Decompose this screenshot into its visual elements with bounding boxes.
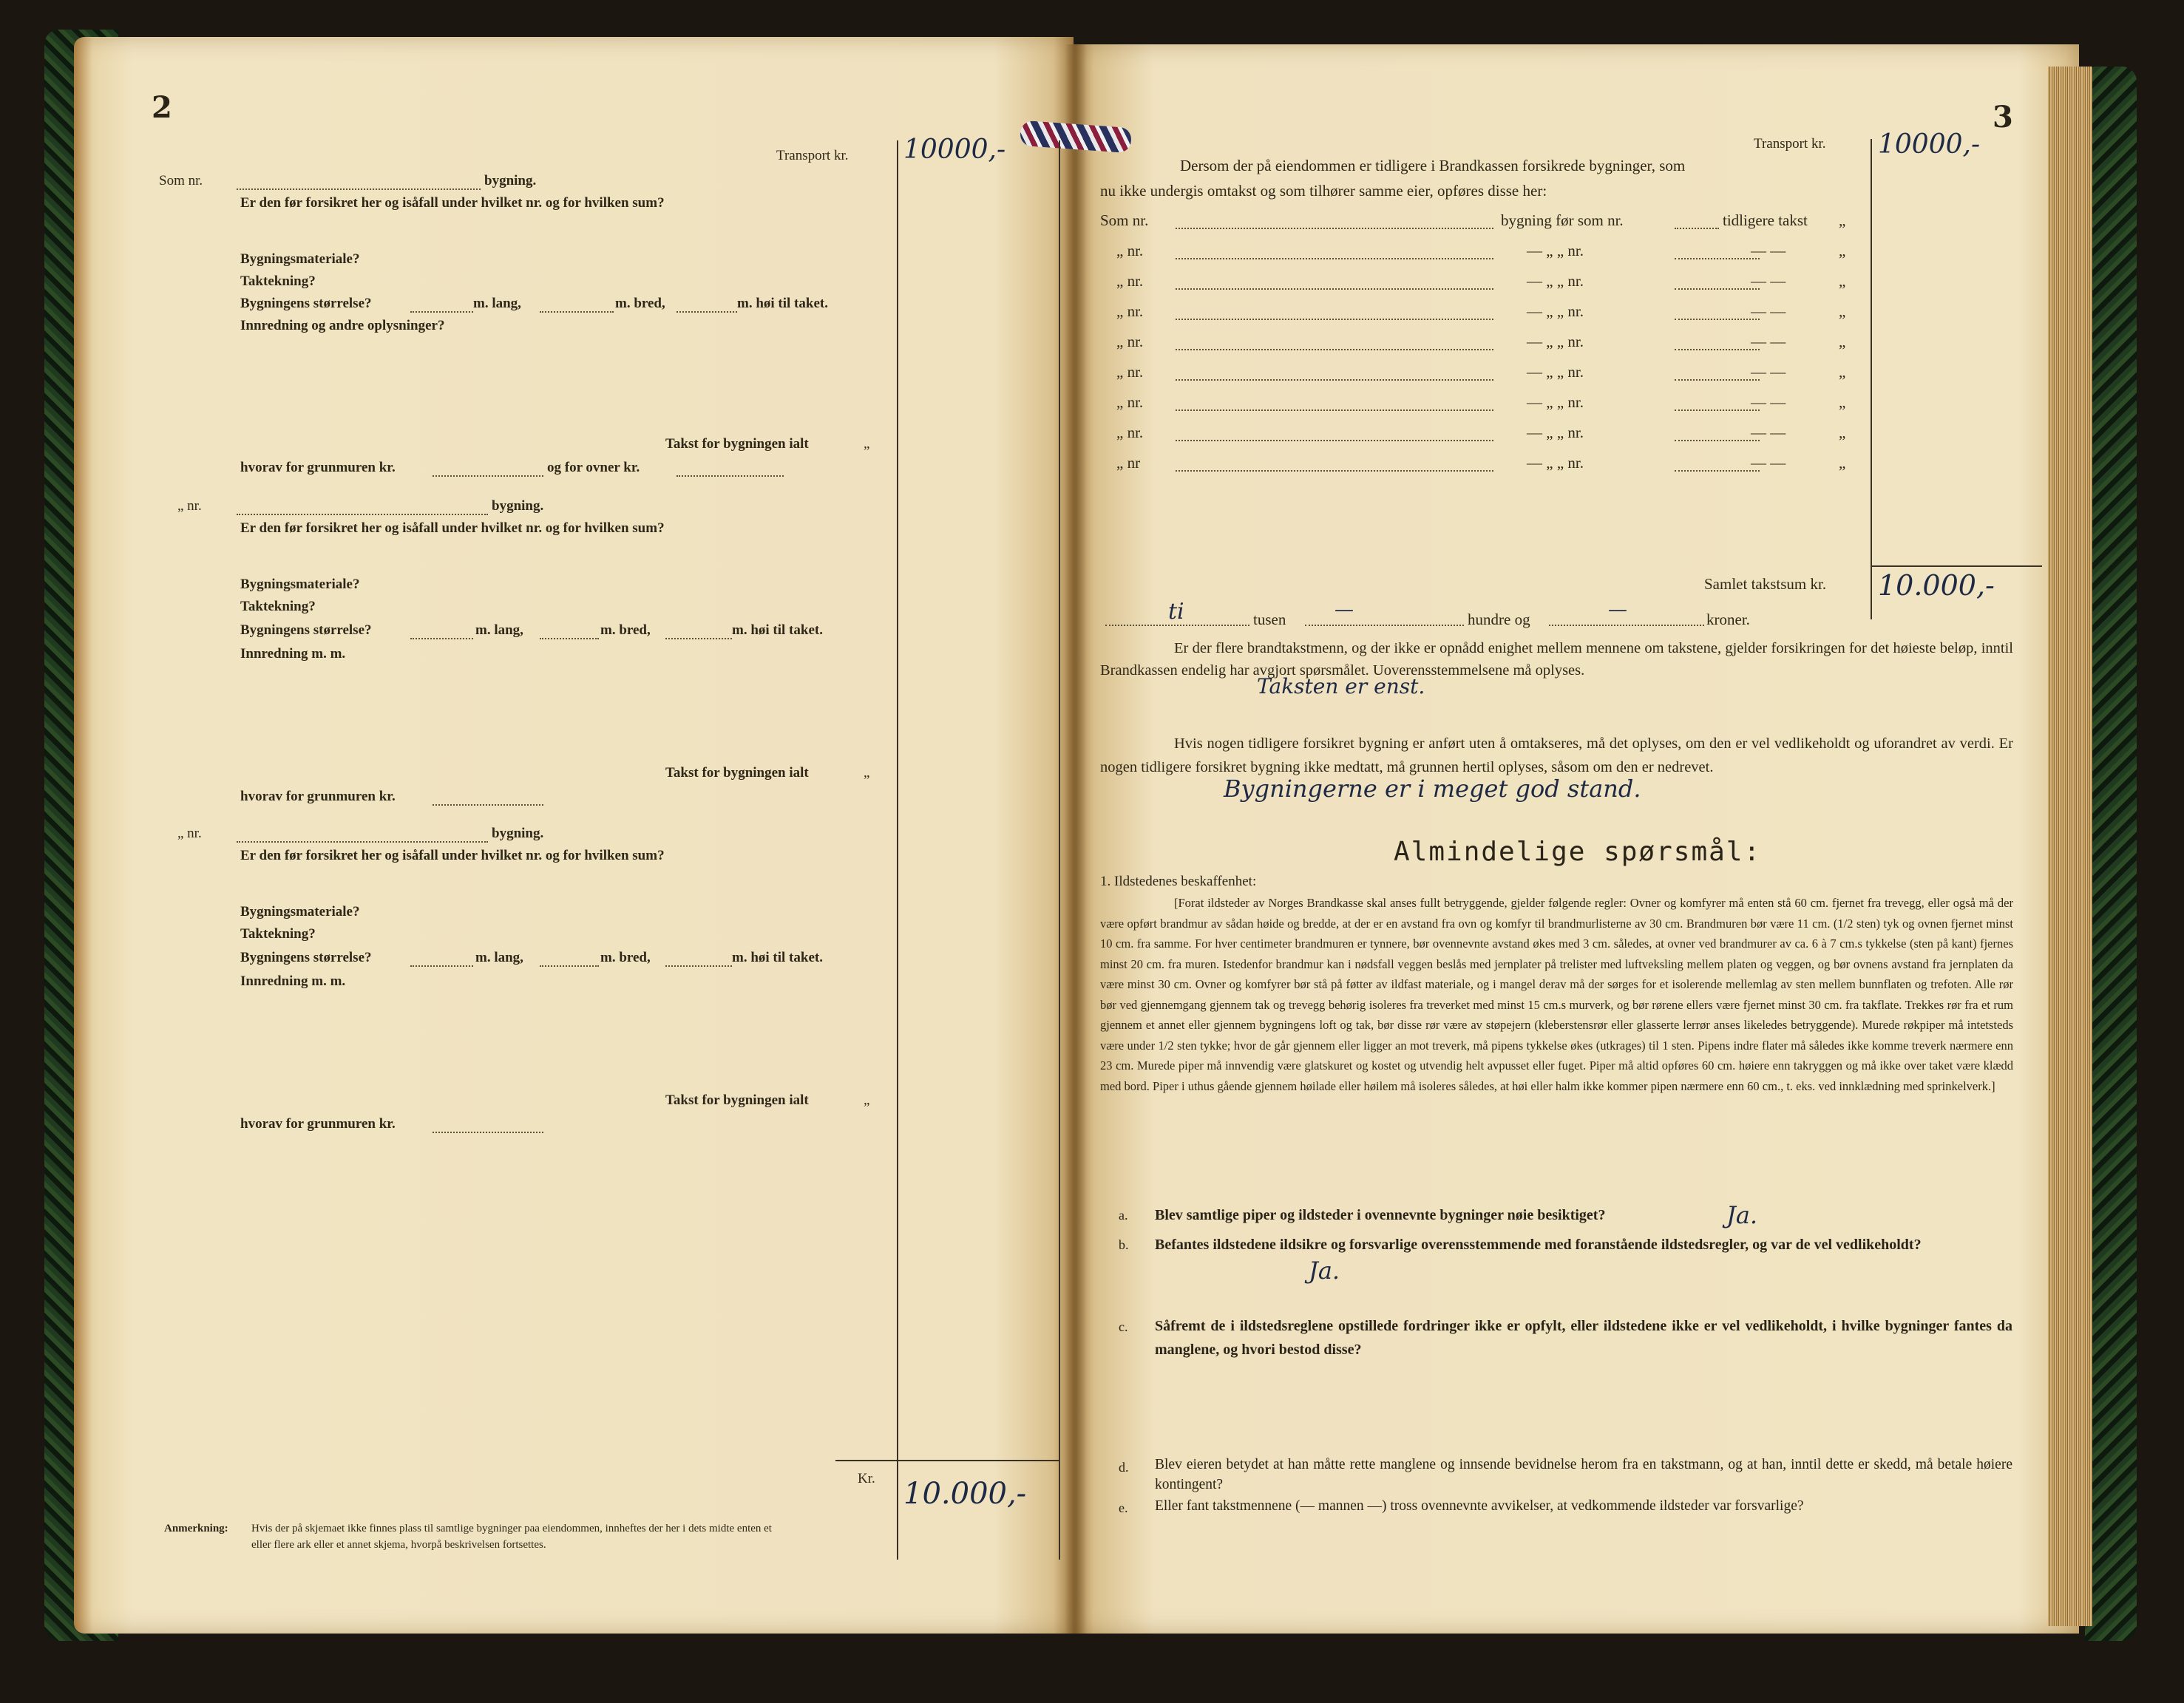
prior-row-9-nr-line [1176,470,1493,472]
prior-row-8-before-line [1675,440,1760,441]
prior-row-9-label: „ nr [1116,454,1141,472]
prior-row-1-takst: tidligere takst [1723,211,1808,229]
prior-row-4-nr-line [1176,319,1493,320]
prior-row-1-before-line [1675,228,1719,229]
s1-wid-line [540,311,614,313]
s1-size-label: Bygningens størrelse? [240,296,372,311]
s3-takst-mark: „ [864,1092,870,1108]
s2-nr-line [237,514,488,515]
s1-material: Bygningsmateriale? [240,251,360,267]
s1-len-line [410,311,473,313]
s3-grunnmur-line [433,1132,543,1133]
samlet-value: 10.000,- [1878,569,1995,602]
right-total-rule [1871,565,2042,567]
prior-row-3-before: — „ „ nr. [1527,272,1584,290]
s1-roof: Taktekning? [240,273,316,289]
left-kr-label: Kr. [858,1471,875,1486]
s3-interior: Innredning m. m. [240,973,346,989]
s3-wid-line [540,965,599,967]
prior-row-2-nr-line [1176,258,1493,259]
s3-hoi: m. høi til taket. [732,950,823,965]
prior-row-5-mark: „ [1839,333,1846,350]
s2-prior-question: Er den før forsikret her og isåfall under hvilket nr. og for hvilken sum? [240,520,665,536]
qc-label: c. [1119,1319,1128,1334]
s1-prior-question: Er den før forsikret her og isåfall under hvilket nr. og for hvilken sum? [240,195,665,211]
s2-takst-mark: „ [864,765,870,781]
prior-row-2-mark: „ [1839,242,1846,259]
s3-nr: „ nr. [177,826,202,841]
s1-grunnmur-line [433,475,543,477]
prior-row-9-before-line [1675,470,1760,472]
s1-bred: m. bred, [615,296,665,311]
s3-takst: Takst for bygningen ialt [665,1092,809,1108]
qa-text: Blev samtlige piper og ildsteder i ovennevnte bygninger nøie besiktiget? [1155,1207,1606,1223]
prior-row-5-label: „ nr. [1116,333,1144,350]
words-dash-2: — [1608,599,1627,621]
prior-row-5-before-line [1675,349,1760,350]
s3-hvorav: hvorav for grunmuren kr. [240,1116,396,1132]
s3-material: Bygningsmateriale? [240,904,360,920]
right-transport-value: 10000,- [1878,129,1981,160]
qa-hand: Ja. [1726,1201,1758,1229]
s2-roof: Taktekning? [240,599,316,614]
s1-takst-mark: „ [864,436,870,452]
prior-row-9-mark: „ [1839,454,1846,472]
s2-takst: Takst for bygningen ialt [665,765,809,781]
words-hundre: hundre og [1468,611,1530,628]
prior-row-4-label: „ nr. [1116,302,1144,320]
prior-row-8-takst: — — [1751,424,1786,441]
words-line-2 [1305,625,1464,626]
s1-nr-line [237,188,481,190]
para-takstmenn-hand: Taksten er enst. [1257,674,1425,698]
s1-lang: m. lang, [473,296,521,311]
qb-hand: Ja. [1309,1257,1340,1285]
prior-row-7-mark: „ [1839,393,1846,411]
page-edges [2048,67,2092,1626]
note-line-1: Hvis der på skjemaet ikke finnes plass til samtlige bygninger paa eiendommen, innheftes der her i dets midte enten et [251,1523,772,1534]
samlet-label: Samlet takstsum kr. [1704,575,1827,593]
s1-ovner: og for ovner kr. [547,460,640,475]
s3-len-line [410,965,473,967]
s1-bygning: bygning. [484,173,537,188]
s1-interior: Innredning og andre oplysninger? [240,318,445,333]
prior-row-6-before: — „ „ nr. [1527,363,1584,381]
page-number-right: 3 [1993,100,2013,135]
qa-label: a. [1119,1208,1128,1223]
s1-hvorav: hvorav for grunmuren kr. [240,460,396,475]
left-amount-column-rule [897,140,898,1560]
prior-row-7-before: — „ „ nr. [1527,393,1584,411]
prior-row-8-before: — „ „ nr. [1527,424,1584,441]
intro-line-1: Dersom der på eiendommen er tidligere i Brandkassen forsikrede bygninger, som [1180,157,1686,174]
prior-row-1-label: Som nr. [1100,211,1149,229]
prior-row-3-takst: — — [1751,272,1786,290]
words-dash-1: — [1335,599,1354,621]
q1-label: 1. Ildstedenes beskaffenhet: [1100,874,1257,889]
s3-prior-question: Er den før forsikret her og isåfall under hvilket nr. og for hvilken sum? [240,848,665,863]
intro-line-2: nu ikke undergis omtakst og som tilhører samme eier, opføres disse her: [1100,182,1547,200]
prior-row-9-before: — „ „ nr. [1527,454,1584,472]
s1-hoi: m. høi til taket. [737,296,828,311]
prior-row-7-label: „ nr. [1116,393,1144,411]
prior-row-6-before-line [1675,379,1760,381]
left-page [74,37,1074,1634]
s2-hoi: m. høi til taket. [732,622,823,638]
prior-row-8-label: „ nr. [1116,424,1144,441]
s3-roof: Taktekning? [240,926,316,942]
amount-words-hand: ti [1168,599,1184,625]
s1-ovner-line [676,475,784,477]
qb-label: b. [1119,1237,1129,1252]
s2-grunnmur-line [433,804,543,806]
right-transport-label: Transport kr. [1754,136,1826,152]
book-cover-right [2085,67,2137,1641]
s2-material: Bygningsmateriale? [240,577,360,592]
qe-label: e. [1119,1500,1128,1515]
s2-size-label: Bygningens størrelse? [240,622,372,638]
s2-interior: Innredning m. m. [240,646,346,662]
prior-row-6-takst: — — [1751,363,1786,381]
prior-row-4-mark: „ [1839,302,1846,320]
para-takstmenn: Er der flere brandtakstmenn, og der ikke er opnådd enighet mellem mennene om takstene, gjelder forsikringen for det høieste beløp, inntil Brandkassen endelig har avgjort spørsmålet. Uoverensstemmelsene må oplyses. [1100,640,2013,679]
s1-hgt-line [676,311,737,313]
qc-text: Såfremt de i ildstedsreglene opstillede fordringer ikke er opfylt, eller ildstedene ikke er vel vedlikeholdt, i hvilke bygninger fantes da manglene, og hvori bestod disse? [1155,1318,2012,1358]
prior-row-7-nr-line [1176,409,1493,411]
prior-row-8-mark: „ [1839,424,1846,441]
s3-hgt-line [665,965,732,967]
prior-row-6-nr-line [1176,379,1493,381]
prior-row-1-before: bygning før som nr. [1501,211,1624,229]
left-total-rule [835,1460,1059,1461]
page-number-left: 2 [152,90,172,125]
s3-lang: m. lang, [475,950,523,965]
words-line-3 [1549,625,1704,626]
prior-row-2-before: — „ „ nr. [1527,242,1584,259]
qd-text: Blev eieren betydet at han måtte rette manglene og innsende bevidnelse herom fra en takstmann, og at han, inntil dette er skedd, må betale høiere kontingent? [1155,1457,2012,1492]
prior-row-7-takst: — — [1751,393,1786,411]
words-kroner: kroner. [1706,611,1750,628]
s3-bred: m. bred, [600,950,651,965]
prior-row-3-label: „ nr. [1116,272,1144,290]
heading-almindelige: Almindelige spørsmål: [1394,837,1762,867]
prior-row-8-nr-line [1176,440,1493,441]
prior-row-2-takst: — — [1751,242,1786,259]
s1-som-nr: Som nr. [159,173,203,188]
book-gutter [1065,44,1087,1634]
s2-nr: „ nr. [177,498,202,514]
words-line-1 [1105,625,1249,626]
prior-row-2-before-line [1675,258,1760,259]
prior-row-5-nr-line [1176,349,1493,350]
s1-takst: Takst for bygningen ialt [665,436,809,452]
s2-hgt-line [665,638,732,639]
prior-row-4-before-line [1675,319,1760,320]
words-tusen: tusen [1253,611,1286,628]
note-label: Anmerkning: [164,1523,228,1534]
s2-len-line [410,638,473,639]
right-amount-column-rule [1871,139,1872,619]
prior-row-3-mark: „ [1839,272,1846,290]
prior-row-4-takst: — — [1751,302,1786,320]
s3-size-label: Bygningens størrelse? [240,950,372,965]
prior-row-5-before: — „ „ nr. [1527,333,1584,350]
s2-lang: m. lang, [475,622,523,638]
qe-text: Eller fant takstmennene (— mannen —) tross ovennevnte avvikelser, at vedkommende ildsteder var forsvarlige? [1155,1498,1804,1514]
s2-bygning: bygning. [492,498,544,514]
prior-row-1-nr-line [1176,228,1493,229]
prior-row-5-takst: — — [1751,333,1786,350]
left-kr-value: 10.000,- [903,1477,1027,1511]
left-transport-value: 10000,- [903,135,1006,165]
prior-row-4-before: — „ „ nr. [1527,302,1584,320]
prior-row-3-before-line [1675,288,1760,290]
prior-row-9-takst: — — [1751,454,1786,472]
s3-nr-line [237,841,488,843]
s3-bygning: bygning. [492,826,544,841]
prior-row-3-nr-line [1176,288,1493,290]
q1-rules-text: [Forat ildsteder av Norges Brandkasse skal anses fullt betryggende, gjelder følgende regler: Ovner og komfyrer må enten stå 60 cm. fjernet fra trevegg, eller også må der være opført brandmur av sådan høide og bredde, at der er en avstand fra ovn og komfyr til brandmurlisterne av 30 cm. Brandmuren bør være 11 cm. (1/2 sten) tyk og ovnen fjernet minst 10 cm. fra samme. For hver centimeter brandmuren er tynnere, bør ovennevnte avstand økes med 3 cm. således, at ovner ved brandmurer av ca. 6 à 7 cm.s tykkelse (sten på kant) fjernes minst 20 cm. fra muren. Istedenfor brandmur kan i nødsfall veggen beslås med jernplater på trelister med luftveksling mellem platen og veggen, og bør ovnens avstand fra jernplaten da være minst 30 cm. Ovner og komfyrer bør stå på føtter av ildfast materiale, og i mangel derav må der sørges for et isolerende mellemlag av sten mellem bunnflaten og trefoten. Alle rør bør ved gjennemgang gjennem tak og trevegg behørig isoleres fra treverket med minst 15 cm.s murverk, og bør rørene ellers være fjernet minst 30 cm. fra takflate. Trekkes rør fra et rum gjennem et annet eller gjennem bygningens loft og tak, bør disse rør være av støpejern (kleberstensrør eller glasserte lerrør anses likeledes betryggende). Murede røkpiper må intetsteds være under 1/2 sten tykke; hvor de går gjennem eller ligger an mot treverk, må pipens tykkelse økes (utkrages) til 1 sten. Pipens indre flater må således ikke komme treverk nærmere enn 23 cm. Murede piper må innvendig være glatskuret og kostet og utvendig helt avpusset eller fuget. Piper må altid opføres 60 cm. høiere enn takryggen og må ikke over taket være klædd med bord. Piper i uthus gående gjennem høilade eller høilem må isoleres således, at høi eller halm ikke kommer pipen nærmere enn 60 cm., t. eks. ved innklædning med sprinkelverk.] [1100,896,2013,1093]
prior-row-6-mark: „ [1839,363,1846,381]
prior-row-6-label: „ nr. [1116,363,1144,381]
qd-label: d. [1119,1460,1129,1475]
para-omtakst-hand: Bygningerne er i meget god stand. [1224,775,1641,803]
left-margin-rule [1059,140,1060,1560]
note-line-2: eller flere ark eller et annet skjema, hvorpå beskrivelsen fortsettes. [251,1539,546,1551]
prior-row-1-mark: „ [1839,211,1846,229]
s2-hvorav: hvorav for grunmuren kr. [240,789,396,804]
para-omtakst: Hvis nogen tidligere forsikret bygning er anført uten å omtakseres, må det oplyses, om den er vel vedlikeholdt og uforandret av verdi. Er nogen tidligere forsikret bygning ikke medtatt, må grunnen hertil oplyses, såsom om den er nedrevet. [1100,735,2013,775]
prior-row-2-label: „ nr. [1116,242,1144,259]
prior-row-7-before-line [1675,409,1760,411]
s2-bred: m. bred, [600,622,651,638]
qb-text: Befantes ildstedene ildsikre og forsvarlige overensstemmende med foranstående ildstedsregler, og var de vel vedlikeholdt? [1155,1237,1922,1253]
s2-wid-line [540,638,599,639]
left-transport-label: Transport kr. [776,148,849,163]
